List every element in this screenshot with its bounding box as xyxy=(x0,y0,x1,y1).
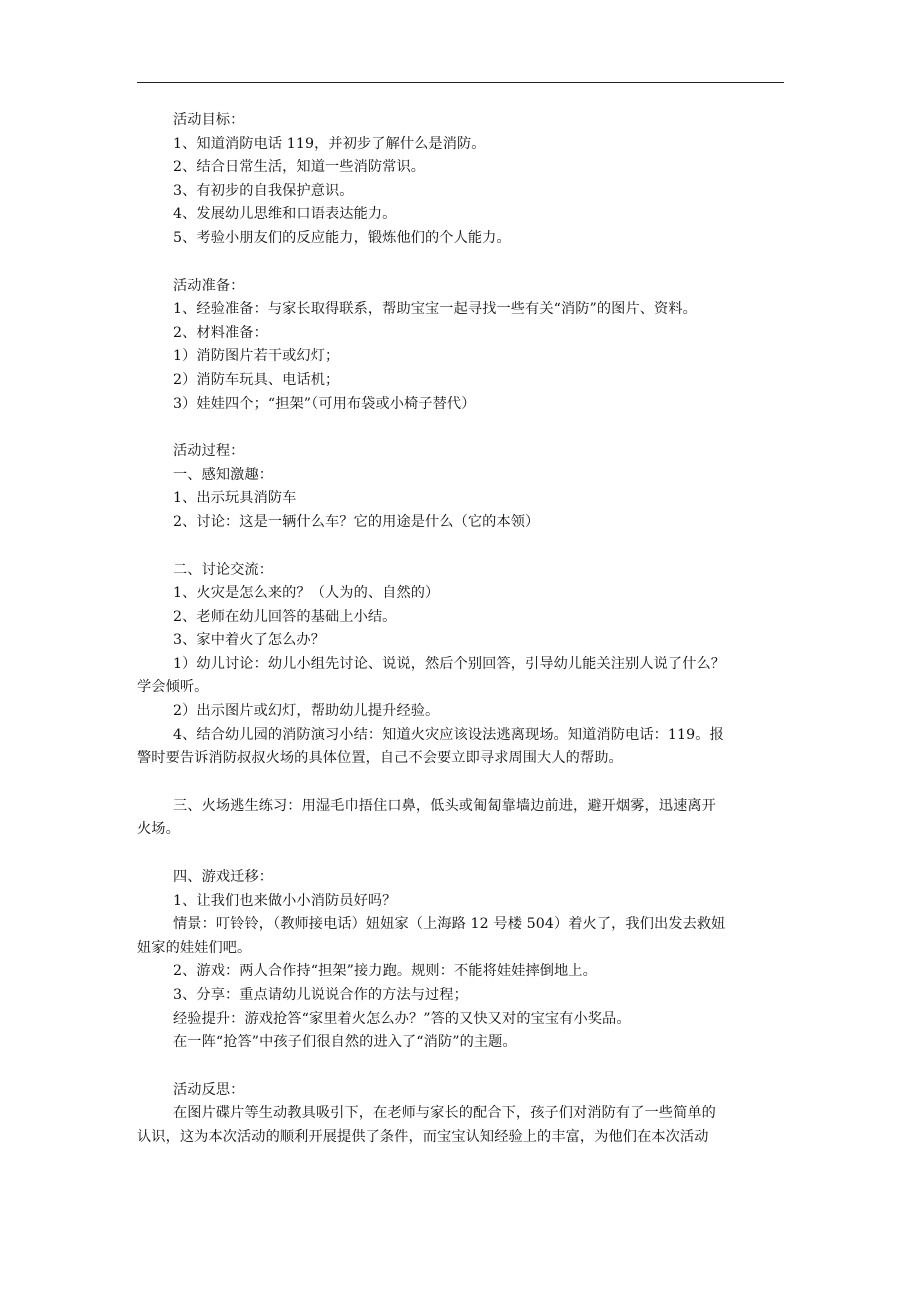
list-item: 2、老师在幼儿回答的基础上小结。 xyxy=(173,608,397,625)
subsection-title: 二、讨论交流： xyxy=(173,561,274,578)
paragraph-line: 三、火场逃生练习：用湿毛巾捂住口鼻，低头或匍匐靠墙边前进，避开烟雾，迅速离开 xyxy=(173,797,716,814)
paragraph-line: 1）幼儿讨论：幼儿小组先讨论、说说，然后个别回答，引导幼儿能关注别人说了什么？ xyxy=(173,655,726,672)
list-item: 1、经验准备：与家长取得联系，帮助宝宝一起寻找一些有关“消防”的图片、资料。 xyxy=(173,301,697,318)
document-body xyxy=(137,109,787,1150)
section-heading: 活动目标： xyxy=(173,112,245,128)
section-heading: 活动过程： xyxy=(173,443,245,460)
paragraph-line: 情景：叮铃铃，（教师接电话）妞妞家（上海路 12 号楼 504）着火了，我们出发去救妞 xyxy=(173,916,726,933)
list-item: 2、讨论：这是一辆什么车？它的用途是什么（它的本领） xyxy=(173,513,540,530)
list-item: 2、结合日常生活，知道一些消防常识。 xyxy=(173,159,426,176)
list-item: 1、出示玩具消防车 xyxy=(173,490,297,507)
header-rule xyxy=(137,82,784,83)
paragraph-line: 警时要告诉消防叔叔火场的具体位置，自己不会要立即寻求周围大人的帮助。 xyxy=(137,750,623,767)
list-item: 4、发展幼儿思维和口语表达能力。 xyxy=(173,206,397,223)
prep-section xyxy=(137,275,787,417)
goals-section xyxy=(137,109,787,251)
paragraph-line: 在一阵“抢答”中孩子们很自然的进入了“消防”的主题。 xyxy=(173,1034,517,1051)
list-item: 1）消防图片若干或幻灯； xyxy=(173,348,340,365)
list-item: 3）娃娃四个；“担架”（可用布袋或小椅子替代） xyxy=(173,395,476,412)
process-section xyxy=(137,440,787,1055)
section-heading: 活动反思： xyxy=(173,1081,245,1098)
list-item: 2、材料准备： xyxy=(173,324,268,341)
list-item: 2、游戏：两人合作持“担架”接力跑。规则：不能将娃娃摔倒地上。 xyxy=(173,963,597,980)
paragraph-line: 在图片碟片等生动教具吸引下，在老师与家长的配合下，孩子们对消防有了一些简单的 xyxy=(173,1105,716,1122)
paragraph-line: 认识，这为本次活动的顺利开展提供了条件，而宝宝认知经验上的丰富，为他们在本次活动 xyxy=(137,1128,709,1145)
paragraph-line: 2）出示图片或幻灯，帮助幼儿提升经验。 xyxy=(173,703,440,720)
paragraph-line: 学会倾听。 xyxy=(137,679,209,696)
list-item: 5、考验小朋友们的反应能力，锻炼他们的个人能力。 xyxy=(173,229,511,246)
list-item: 1、让我们也来做小小消防员好吗？ xyxy=(173,892,397,909)
list-item: 3、分享：重点请幼儿说说合作的方法与过程； xyxy=(173,987,468,1003)
subsection-title: 一、感知激趣： xyxy=(173,466,274,483)
list-item: 3、有初步的自我保护意识。 xyxy=(173,182,354,199)
paragraph-line: 妞家的娃娃们吧。 xyxy=(137,939,252,956)
reflection-section xyxy=(137,1079,787,1150)
list-item: 1、火灾是怎么来的？（人为的、自然的） xyxy=(173,585,440,602)
paragraph-line: 4、结合幼儿园的消防演习小结：知道火灾应该设法逃离现场。知道消防电话：119。报 xyxy=(173,726,724,743)
list-item: 3、家中着火了怎么办？ xyxy=(173,632,326,649)
paragraph-line: 火场。 xyxy=(137,821,180,838)
list-item: 2）消防车玩具、电话机； xyxy=(173,371,340,388)
list-item: 1、知道消防电话 119，并初步了解什么是消防。 xyxy=(173,135,486,152)
section-heading: 活动准备： xyxy=(173,277,245,294)
paragraph-line: 经验提升：游戏抢答“家里着火怎么办？”答的又快又对的宝宝有小奖品。 xyxy=(173,1010,631,1027)
subsection-title: 四、游戏迁移： xyxy=(173,869,274,886)
